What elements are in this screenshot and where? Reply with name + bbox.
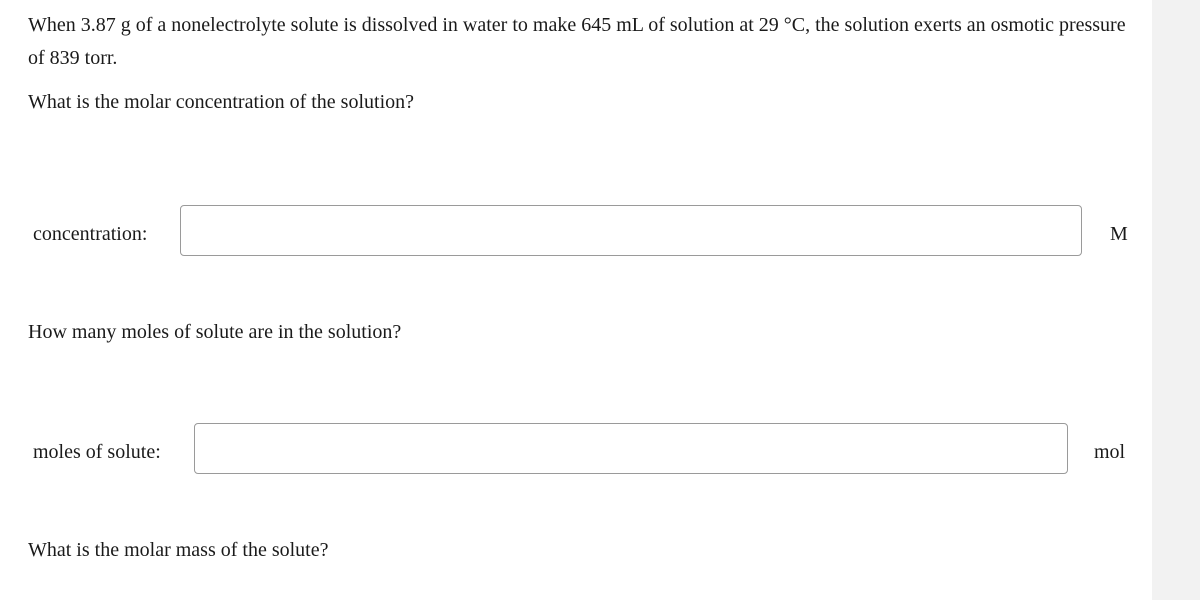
question-concentration-prompt: What is the molar concentration of the solution?: [28, 91, 414, 113]
concentration-input[interactable]: [180, 205, 1082, 256]
problem-statement: When 3.87 g of a nonelectrolyte solute is dissolved in water to make 645 mL of solution at 29 °C, the solution exerts an osmotic pressure of 839 torr.: [28, 14, 1126, 69]
concentration-unit: M: [1110, 223, 1128, 245]
moles-of-solute-label: moles of solute:: [33, 441, 161, 463]
concentration-label: concentration:: [33, 223, 148, 245]
question-moles-prompt: How many moles of solute are in the solution?: [28, 321, 402, 343]
moles-of-solute-unit: mol: [1094, 441, 1126, 463]
moles-of-solute-input[interactable]: [194, 423, 1068, 474]
question-molar-mass-prompt: What is the molar mass of the solute?: [28, 539, 329, 561]
page-gutter: [1152, 0, 1200, 600]
